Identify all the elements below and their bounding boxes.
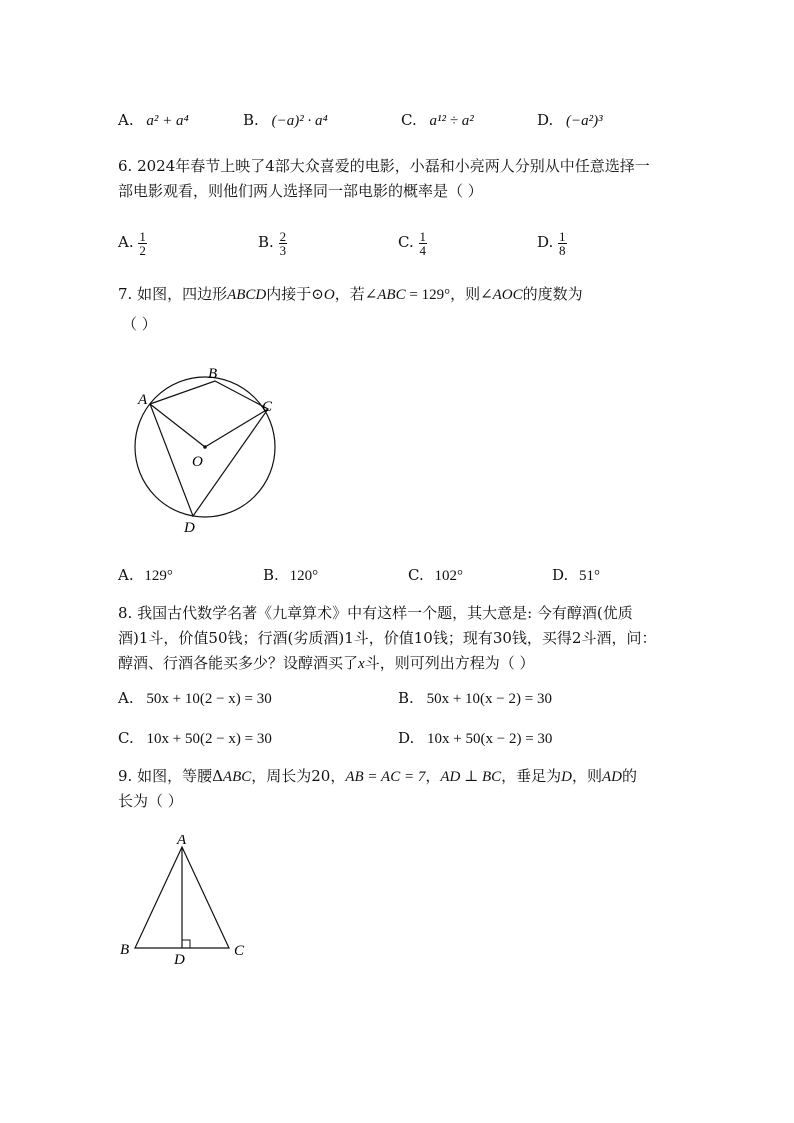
label-d: D — [174, 952, 185, 968]
q5-option-b — [243, 110, 328, 131]
option-letter: A. — [118, 233, 134, 251]
q5-option-d — [537, 110, 603, 131]
option-letter: B. — [398, 689, 414, 707]
q7-stem-line1: 7. 如图，四边形ABCD内接于⊙O，若∠ABC = 129°，则∠AOC的度数为 — [118, 285, 583, 303]
option-expr: 10x + 50(x − 2) = 30 — [427, 731, 553, 747]
option-expr: 50x + 10(x − 2) = 30 — [426, 691, 552, 707]
option-letter: D. — [398, 729, 415, 747]
q9-stem-line1: 9. 如图，等腰ΔABC，周长为20，AB = AC = 7，AD ⊥ BC，垂足为D，则AD的 — [118, 767, 638, 785]
option-letter: A. — [118, 689, 134, 707]
label-a: A — [177, 835, 187, 848]
q6-option-d — [537, 228, 567, 256]
option-letter: B. — [263, 566, 279, 584]
option-expr: a¹² ÷ a² — [429, 113, 474, 129]
q9-figure-isosceles-triangle — [115, 835, 265, 975]
option-letter: D. — [552, 566, 569, 584]
q8-option-d — [398, 728, 552, 749]
option-expr: a² + a⁴ — [146, 113, 189, 129]
label-c: C — [234, 943, 245, 959]
label-o: O — [192, 454, 203, 470]
option-letter: D. — [537, 233, 554, 251]
fraction: $\frac{1}{8}$ — [559, 228, 566, 258]
right-angle-mark — [182, 940, 190, 948]
fraction: $\frac{1}{2}$ — [139, 228, 146, 258]
option-letter: A. — [118, 111, 134, 129]
option-expr: (−a²)³ — [566, 113, 603, 129]
q7-figure-circle-quadrilateral — [120, 360, 320, 540]
label-b: B — [120, 942, 130, 958]
option-expr: (−a)² · a⁴ — [271, 113, 328, 129]
q8-option-b — [398, 688, 552, 709]
q7-stem-line2: （ ） — [122, 315, 157, 333]
option-letter: C. — [401, 111, 417, 129]
center-point — [203, 445, 207, 449]
option-expr: 50x + 10(2 − x) = 30 — [146, 691, 272, 707]
label-b: B — [208, 366, 218, 382]
fraction: $\frac{2}{3}$ — [279, 228, 287, 258]
label-c: C — [262, 399, 273, 415]
option-letter: A. — [118, 566, 134, 584]
q7-option-d — [552, 565, 600, 586]
q8-stem-line2: 酒)1斗，价值50钱；行酒(劣质酒)1斗，价值10钱；现有30钱，买得2斗酒，问： — [118, 629, 657, 647]
q6-option-c — [398, 228, 427, 256]
q8-option-a — [118, 688, 272, 709]
fraction: $\frac{1}{4}$ — [419, 228, 426, 258]
q7-option-a — [118, 565, 173, 586]
option-letter: B. — [258, 233, 274, 251]
option-letter: C. — [408, 566, 424, 584]
q5-option-a — [118, 110, 189, 131]
option-letter: B. — [243, 111, 259, 129]
label-a: A — [138, 392, 148, 408]
label-d: D — [184, 520, 195, 536]
q8-stem-line3: 醇酒、行酒各能买多少？设醇酒买了x斗，则可列出方程为（ ） — [118, 654, 535, 672]
option-text: 102° — [434, 568, 463, 584]
q9-stem-line2: 长为（ ） — [118, 792, 183, 810]
q5-option-c — [401, 110, 474, 131]
q6-stem-line2: 部电影观看，则他们两人选择同一部电影的概率是（ ） — [118, 182, 483, 200]
option-letter: C. — [118, 729, 134, 747]
q6-option-b — [258, 228, 287, 256]
option-letter: D. — [537, 111, 554, 129]
option-text: 120° — [289, 568, 319, 584]
q7-option-b — [263, 565, 318, 586]
q6-stem-line1: 6. 2024年春节上映了4部大众喜爱的电影，小磊和小亮两人分别从中任意选择一 — [118, 157, 650, 175]
option-text: 51° — [579, 568, 601, 584]
radii-oa-oc — [150, 404, 268, 447]
option-letter: C. — [398, 233, 414, 251]
quadrilateral-abcd — [150, 381, 268, 516]
q6-option-a — [118, 228, 147, 256]
q8-option-c — [118, 728, 272, 749]
q8-stem-line1: 8. 我国古代数学名著《九章算术》中有这样一个题，其大意是: 今有醇酒(优质 — [118, 604, 633, 622]
option-expr: 10x + 50(2 − x) = 30 — [146, 731, 272, 747]
q7-option-c — [408, 565, 463, 586]
option-text: 129° — [144, 568, 173, 584]
